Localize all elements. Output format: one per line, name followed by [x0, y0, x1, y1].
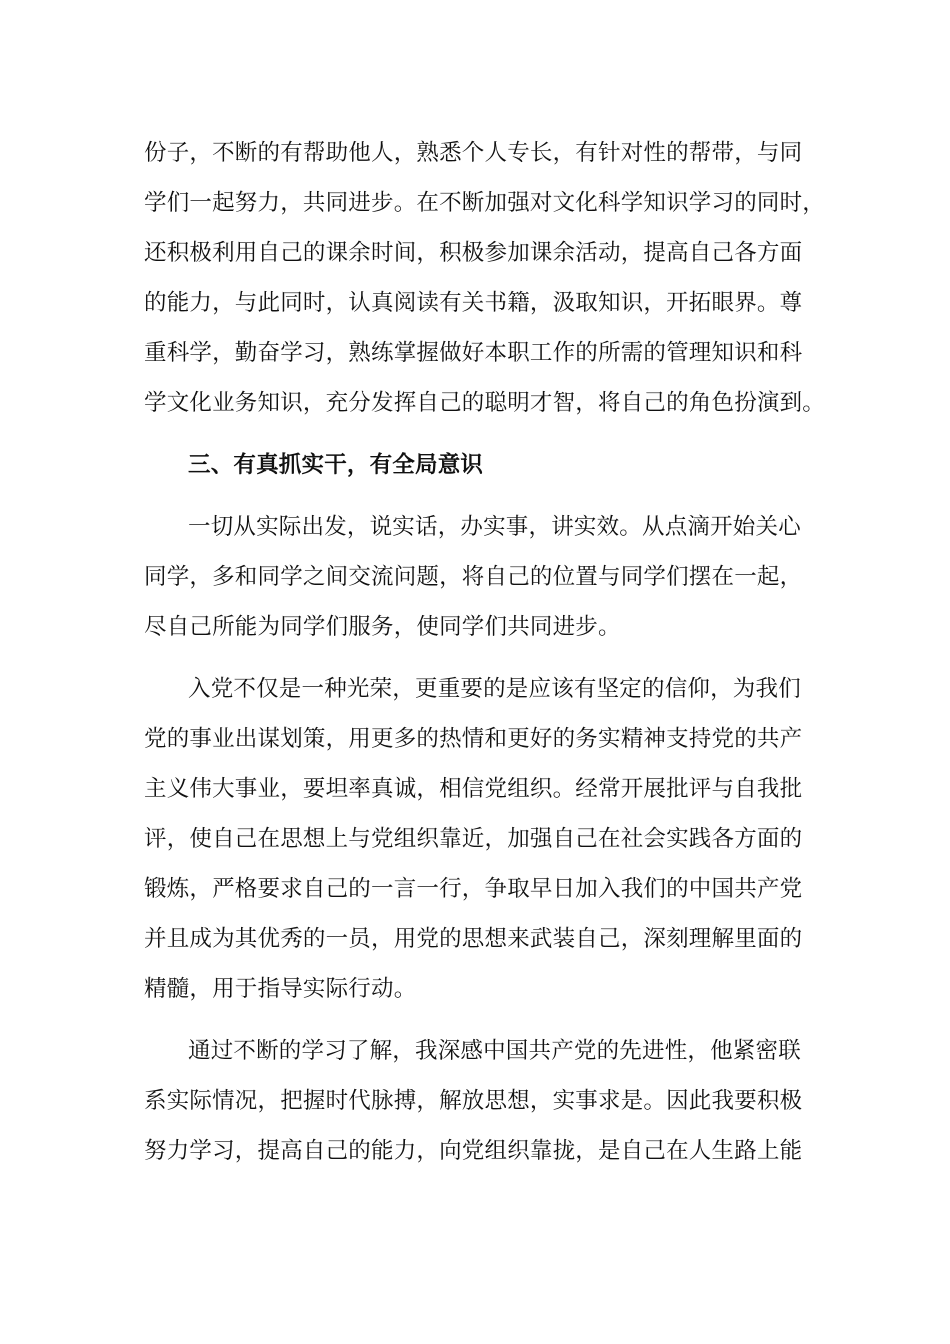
paragraph-line: 主义伟大事业，要坦率真诚，相信党组织。经常开展批评与自我批 [144, 776, 803, 802]
paragraph-learning [144, 1026, 804, 1176]
paragraph-line: 重科学，勤奋学习，熟练掌握做好本职工作的所需的管理知识和科 [144, 340, 803, 366]
paragraph-gap [144, 428, 804, 440]
paragraph-gap [144, 652, 804, 664]
paragraph-line: 系实际情况，把握时代脉搏，解放思想，实事求是。因此我要积极 [144, 1088, 803, 1114]
paragraph-line: 同学，多和同学之间交流问题，将自己的位置与同学们摆在一起， [144, 564, 803, 590]
paragraph-party-belief [144, 664, 804, 1014]
paragraph-line: 学文化业务知识，充分发挥自己的聪明才智，将自己的角色扮演到。 [144, 390, 826, 416]
paragraph-line: 党的事业出谋划策，用更多的热情和更好的务实精神支持党的共产 [144, 726, 803, 752]
paragraph-line: 锻炼，严格要求自己的一言一行，争取早日加入我们的中国共产党 [144, 876, 803, 902]
paragraph-line: 学们一起努力，共同进步。在不断加强对文化科学知识学习的同时， [144, 190, 826, 216]
paragraph-line: 入党不仅是一种光荣，更重要的是应该有坚定的信仰，为我们 [188, 676, 801, 702]
paragraph-line: 份子，不断的有帮助他人，熟悉个人专长，有针对性的帮带，与同 [144, 140, 803, 166]
paragraph-line: 的能力，与此同时，认真阅读有关书籍，汲取知识，开拓眼界。尊 [144, 290, 803, 316]
paragraph-line: 通过不断的学习了解，我深感中国共产党的先进性，他紧密联 [188, 1038, 801, 1064]
paragraph-gap [144, 1014, 804, 1026]
paragraph-line: 评，使自己在思想上与党组织靠近，加强自己在社会实践各方面的 [144, 826, 803, 852]
paragraph-gap [144, 490, 804, 502]
paragraph-line: 还积极利用自己的课余时间，积极参加课余活动，提高自己各方面 [144, 240, 803, 266]
section-heading: 三、有真抓实干，有全局意识 [188, 452, 484, 478]
paragraph-line: 尽自己所能为同学们服务，使同学们共同进步。 [144, 614, 621, 640]
document-body [144, 128, 826, 1176]
paragraph-line: 精髓，用于指导实际行动。 [144, 976, 417, 1002]
paragraph-line: 并且成为其优秀的一员，用党的思想来武装自己，深刻理解里面的 [144, 926, 803, 952]
paragraph-line: 努力学习，提高自己的能力，向党组织靠拢，是自己在人生路上能 [144, 1138, 803, 1164]
paragraph-line: 一切从实际出发，说实话，办实事，讲实效。从点滴开始关心 [188, 514, 801, 540]
paragraph-continuation [144, 128, 826, 428]
paragraph-practical-work [144, 502, 804, 652]
